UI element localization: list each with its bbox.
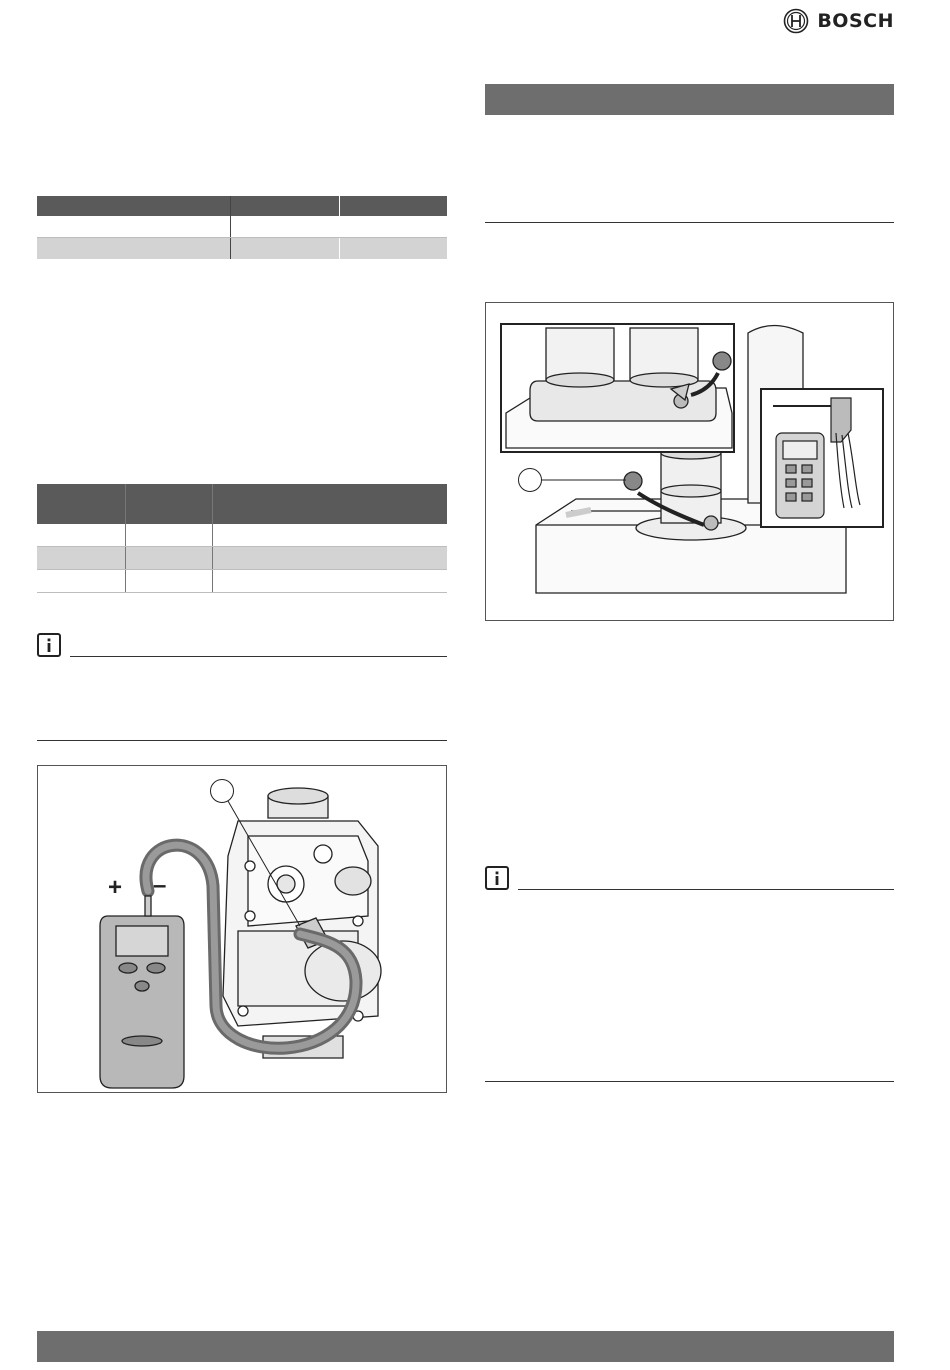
data-table-1 xyxy=(37,196,447,259)
info-icon xyxy=(487,868,507,888)
section-divider xyxy=(485,1081,894,1082)
table-header-cell xyxy=(340,196,448,216)
info-note-rule xyxy=(70,656,447,657)
table-row xyxy=(37,547,447,570)
section-divider xyxy=(37,740,447,741)
table-cell xyxy=(231,216,340,238)
table-cell xyxy=(37,524,126,547)
table-header-row xyxy=(37,484,447,524)
section-divider xyxy=(485,222,894,223)
brand-name: BOSCH xyxy=(817,10,894,32)
manometer-minus-label: – xyxy=(153,872,167,899)
figure-flue-test-point xyxy=(485,302,894,621)
table-cell xyxy=(340,216,448,238)
table-row xyxy=(37,524,447,547)
section-heading-bar xyxy=(485,84,894,115)
data-table-2 xyxy=(37,484,447,593)
figure-manometer-gas-valve xyxy=(37,765,447,1093)
table-cell xyxy=(37,216,231,238)
table-header-cell xyxy=(37,196,231,216)
table-row xyxy=(37,216,447,238)
info-icon xyxy=(39,635,59,655)
manometer-plus-label: + xyxy=(108,874,123,901)
flue-test-illustration xyxy=(486,303,893,620)
table-header-cell xyxy=(213,484,448,524)
table-cell xyxy=(126,524,213,547)
table-cell xyxy=(231,238,340,260)
figure-callout xyxy=(518,468,542,492)
table-cell xyxy=(213,570,448,593)
table-cell xyxy=(37,570,126,593)
manometer-illustration xyxy=(38,766,446,1092)
brand-logo xyxy=(783,8,894,34)
table-header-cell xyxy=(126,484,213,524)
bosch-armature-icon xyxy=(783,8,809,34)
footer-bar xyxy=(37,1331,894,1362)
table-row xyxy=(37,238,447,260)
table-cell xyxy=(37,547,126,570)
table-header-cell xyxy=(37,484,126,524)
table-cell xyxy=(37,238,231,260)
table-cell xyxy=(340,238,448,260)
info-note-right xyxy=(485,866,509,890)
table-row xyxy=(37,570,447,593)
figure-callout xyxy=(210,779,234,803)
info-note-rule xyxy=(518,889,894,890)
table-cell xyxy=(213,524,448,547)
info-note-left xyxy=(37,633,61,657)
table-cell xyxy=(213,547,448,570)
table-header-row xyxy=(37,196,447,216)
table-cell xyxy=(126,570,213,593)
table-cell xyxy=(126,547,213,570)
table-header-cell xyxy=(231,196,340,216)
